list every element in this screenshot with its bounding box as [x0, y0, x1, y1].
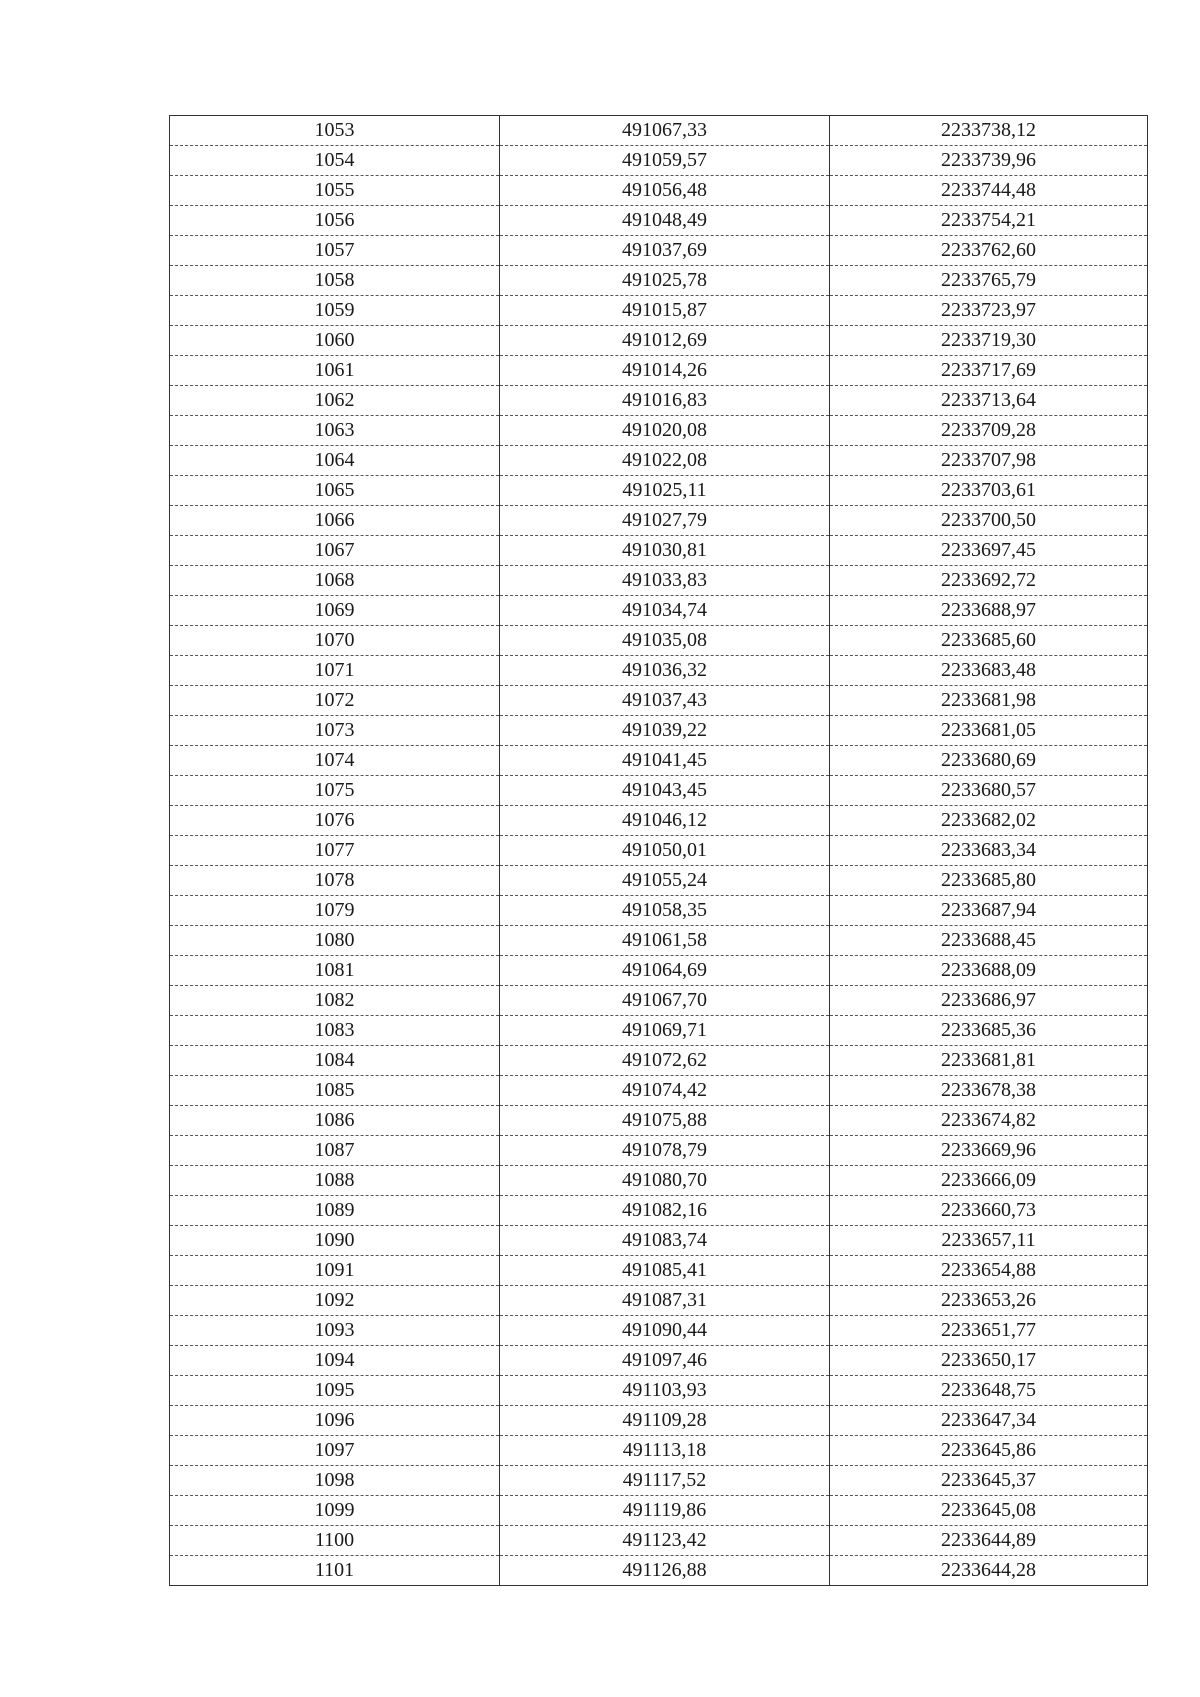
- table-row: [170, 836, 1148, 866]
- table-row: [170, 206, 1148, 236]
- x-coordinate-cell: 491048,49: [500, 206, 830, 236]
- table-row: [170, 716, 1148, 746]
- y-coordinate-cell: 2233719,30: [830, 326, 1148, 356]
- y-coordinate-cell: 2233683,34: [830, 836, 1148, 866]
- y-coordinate-cell: 2233700,50: [830, 506, 1148, 536]
- table-row: [170, 236, 1148, 266]
- y-coordinate-cell: 2233660,73: [830, 1196, 1148, 1226]
- table-row: [170, 866, 1148, 896]
- y-coordinate-cell: 2233703,61: [830, 476, 1148, 506]
- y-coordinate-cell: 2233686,97: [830, 986, 1148, 1016]
- table-row: [170, 776, 1148, 806]
- point-number-cell: 1090: [170, 1226, 500, 1256]
- y-coordinate-cell: 2233647,34: [830, 1406, 1148, 1436]
- y-coordinate-cell: 2233648,75: [830, 1376, 1148, 1406]
- x-coordinate-cell: 491083,74: [500, 1226, 830, 1256]
- point-number-cell: 1055: [170, 176, 500, 206]
- y-coordinate-cell: 2233688,97: [830, 596, 1148, 626]
- table-row: [170, 806, 1148, 836]
- y-coordinate-cell: 2233685,60: [830, 626, 1148, 656]
- y-coordinate-cell: 2233765,79: [830, 266, 1148, 296]
- x-coordinate-cell: 491090,44: [500, 1316, 830, 1346]
- y-coordinate-cell: 2233697,45: [830, 536, 1148, 566]
- y-coordinate-cell: 2233713,64: [830, 386, 1148, 416]
- y-coordinate-cell: 2233723,97: [830, 296, 1148, 326]
- point-number-cell: 1081: [170, 956, 500, 986]
- y-coordinate-cell: 2233688,09: [830, 956, 1148, 986]
- y-coordinate-cell: 2233680,69: [830, 746, 1148, 776]
- point-number-cell: 1101: [170, 1556, 500, 1586]
- point-number-cell: 1061: [170, 356, 500, 386]
- table-row: [170, 626, 1148, 656]
- table-row: [170, 506, 1148, 536]
- table-row: [170, 986, 1148, 1016]
- point-number-cell: 1062: [170, 386, 500, 416]
- table-row: [170, 1166, 1148, 1196]
- table-row: [170, 356, 1148, 386]
- point-number-cell: 1068: [170, 566, 500, 596]
- x-coordinate-cell: 491080,70: [500, 1166, 830, 1196]
- x-coordinate-cell: 491034,74: [500, 596, 830, 626]
- point-number-cell: 1076: [170, 806, 500, 836]
- y-coordinate-cell: 2233685,80: [830, 866, 1148, 896]
- table-row: [170, 1556, 1148, 1586]
- table-row: [170, 296, 1148, 326]
- x-coordinate-cell: 491012,69: [500, 326, 830, 356]
- table-row: [170, 1526, 1148, 1556]
- point-number-cell: 1097: [170, 1436, 500, 1466]
- y-coordinate-cell: 2233739,96: [830, 146, 1148, 176]
- point-number-cell: 1073: [170, 716, 500, 746]
- y-coordinate-cell: 2233687,94: [830, 896, 1148, 926]
- x-coordinate-cell: 491072,62: [500, 1046, 830, 1076]
- x-coordinate-cell: 491025,78: [500, 266, 830, 296]
- x-coordinate-cell: 491126,88: [500, 1556, 830, 1586]
- y-coordinate-cell: 2233688,45: [830, 926, 1148, 956]
- table-row: [170, 266, 1148, 296]
- y-coordinate-cell: 2233707,98: [830, 446, 1148, 476]
- x-coordinate-cell: 491064,69: [500, 956, 830, 986]
- point-number-cell: 1085: [170, 1076, 500, 1106]
- x-coordinate-cell: 491069,71: [500, 1016, 830, 1046]
- coordinates-table: [169, 115, 1148, 1586]
- table-row: [170, 1406, 1148, 1436]
- table-row: [170, 596, 1148, 626]
- x-coordinate-cell: 491056,48: [500, 176, 830, 206]
- table-row: [170, 476, 1148, 506]
- y-coordinate-cell: 2233685,36: [830, 1016, 1148, 1046]
- point-number-cell: 1077: [170, 836, 500, 866]
- point-number-cell: 1075: [170, 776, 500, 806]
- x-coordinate-cell: 491014,26: [500, 356, 830, 386]
- x-coordinate-cell: 491015,87: [500, 296, 830, 326]
- table-row: [170, 1136, 1148, 1166]
- table-row: [170, 1376, 1148, 1406]
- point-number-cell: 1083: [170, 1016, 500, 1046]
- y-coordinate-cell: 2233645,37: [830, 1466, 1148, 1496]
- table-row: [170, 956, 1148, 986]
- x-coordinate-cell: 491016,83: [500, 386, 830, 416]
- y-coordinate-cell: 2233650,17: [830, 1346, 1148, 1376]
- x-coordinate-cell: 491020,08: [500, 416, 830, 446]
- point-number-cell: 1078: [170, 866, 500, 896]
- y-coordinate-cell: 2233682,02: [830, 806, 1148, 836]
- point-number-cell: 1069: [170, 596, 500, 626]
- point-number-cell: 1054: [170, 146, 500, 176]
- point-number-cell: 1058: [170, 266, 500, 296]
- y-coordinate-cell: 2233666,09: [830, 1166, 1148, 1196]
- table-row: [170, 1106, 1148, 1136]
- point-number-cell: 1063: [170, 416, 500, 446]
- y-coordinate-cell: 2233744,48: [830, 176, 1148, 206]
- table-row: [170, 386, 1148, 416]
- point-number-cell: 1079: [170, 896, 500, 926]
- x-coordinate-cell: 491123,42: [500, 1526, 830, 1556]
- x-coordinate-cell: 491027,79: [500, 506, 830, 536]
- point-number-cell: 1092: [170, 1286, 500, 1316]
- point-number-cell: 1065: [170, 476, 500, 506]
- point-number-cell: 1098: [170, 1466, 500, 1496]
- x-coordinate-cell: 491039,22: [500, 716, 830, 746]
- x-coordinate-cell: 491085,41: [500, 1256, 830, 1286]
- point-number-cell: 1057: [170, 236, 500, 266]
- point-number-cell: 1086: [170, 1106, 500, 1136]
- x-coordinate-cell: 491082,16: [500, 1196, 830, 1226]
- point-number-cell: 1089: [170, 1196, 500, 1226]
- y-coordinate-cell: 2233645,86: [830, 1436, 1148, 1466]
- table-row: [170, 1436, 1148, 1466]
- table-row: [170, 116, 1148, 146]
- x-coordinate-cell: 491061,58: [500, 926, 830, 956]
- y-coordinate-cell: 2233754,21: [830, 206, 1148, 236]
- point-number-cell: 1056: [170, 206, 500, 236]
- table-row: [170, 146, 1148, 176]
- y-coordinate-cell: 2233717,69: [830, 356, 1148, 386]
- x-coordinate-cell: 491119,86: [500, 1496, 830, 1526]
- point-number-cell: 1059: [170, 296, 500, 326]
- x-coordinate-cell: 491075,88: [500, 1106, 830, 1136]
- x-coordinate-cell: 491025,11: [500, 476, 830, 506]
- table-row: [170, 1346, 1148, 1376]
- x-coordinate-cell: 491030,81: [500, 536, 830, 566]
- table-row: [170, 1016, 1148, 1046]
- point-number-cell: 1074: [170, 746, 500, 776]
- point-number-cell: 1093: [170, 1316, 500, 1346]
- table-row: [170, 1196, 1148, 1226]
- table-row: [170, 446, 1148, 476]
- point-number-cell: 1088: [170, 1166, 500, 1196]
- y-coordinate-cell: 2233654,88: [830, 1256, 1148, 1286]
- y-coordinate-cell: 2233644,89: [830, 1526, 1148, 1556]
- point-number-cell: 1066: [170, 506, 500, 536]
- x-coordinate-cell: 491043,45: [500, 776, 830, 806]
- y-coordinate-cell: 2233681,81: [830, 1046, 1148, 1076]
- x-coordinate-cell: 491022,08: [500, 446, 830, 476]
- point-number-cell: 1067: [170, 536, 500, 566]
- x-coordinate-cell: 491046,12: [500, 806, 830, 836]
- table-row: [170, 1496, 1148, 1526]
- x-coordinate-cell: 491097,46: [500, 1346, 830, 1376]
- point-number-cell: 1072: [170, 686, 500, 716]
- table-row: [170, 416, 1148, 446]
- point-number-cell: 1099: [170, 1496, 500, 1526]
- table-row: [170, 1226, 1148, 1256]
- y-coordinate-cell: 2233674,82: [830, 1106, 1148, 1136]
- y-coordinate-cell: 2233762,60: [830, 236, 1148, 266]
- point-number-cell: 1060: [170, 326, 500, 356]
- x-coordinate-cell: 491109,28: [500, 1406, 830, 1436]
- table-row: [170, 1046, 1148, 1076]
- y-coordinate-cell: 2233738,12: [830, 116, 1148, 146]
- table-row: [170, 1316, 1148, 1346]
- point-number-cell: 1080: [170, 926, 500, 956]
- y-coordinate-cell: 2233692,72: [830, 566, 1148, 596]
- x-coordinate-cell: 491059,57: [500, 146, 830, 176]
- table-row: [170, 536, 1148, 566]
- x-coordinate-cell: 491041,45: [500, 746, 830, 776]
- x-coordinate-cell: 491035,08: [500, 626, 830, 656]
- y-coordinate-cell: 2233709,28: [830, 416, 1148, 446]
- y-coordinate-cell: 2233681,98: [830, 686, 1148, 716]
- y-coordinate-cell: 2233681,05: [830, 716, 1148, 746]
- table-row: [170, 326, 1148, 356]
- point-number-cell: 1071: [170, 656, 500, 686]
- point-number-cell: 1082: [170, 986, 500, 1016]
- point-number-cell: 1087: [170, 1136, 500, 1166]
- x-coordinate-cell: 491036,32: [500, 656, 830, 686]
- table-row: [170, 1466, 1148, 1496]
- y-coordinate-cell: 2233669,96: [830, 1136, 1148, 1166]
- table-row: [170, 1256, 1148, 1286]
- point-number-cell: 1100: [170, 1526, 500, 1556]
- table-row: [170, 1286, 1148, 1316]
- x-coordinate-cell: 491078,79: [500, 1136, 830, 1166]
- table-row: [170, 926, 1148, 956]
- point-number-cell: 1070: [170, 626, 500, 656]
- point-number-cell: 1084: [170, 1046, 500, 1076]
- table-row: [170, 656, 1148, 686]
- table-row: [170, 566, 1148, 596]
- y-coordinate-cell: 2233678,38: [830, 1076, 1148, 1106]
- point-number-cell: 1095: [170, 1376, 500, 1406]
- point-number-cell: 1094: [170, 1346, 500, 1376]
- point-number-cell: 1053: [170, 116, 500, 146]
- x-coordinate-cell: 491117,52: [500, 1466, 830, 1496]
- table-row: [170, 896, 1148, 926]
- x-coordinate-cell: 491067,70: [500, 986, 830, 1016]
- point-number-cell: 1064: [170, 446, 500, 476]
- y-coordinate-cell: 2233683,48: [830, 656, 1148, 686]
- point-number-cell: 1091: [170, 1256, 500, 1286]
- x-coordinate-cell: 491074,42: [500, 1076, 830, 1106]
- y-coordinate-cell: 2233657,11: [830, 1226, 1148, 1256]
- table-row: [170, 686, 1148, 716]
- x-coordinate-cell: 491050,01: [500, 836, 830, 866]
- table-row: [170, 1076, 1148, 1106]
- x-coordinate-cell: 491103,93: [500, 1376, 830, 1406]
- y-coordinate-cell: 2233680,57: [830, 776, 1148, 806]
- table-row: [170, 746, 1148, 776]
- y-coordinate-cell: 2233645,08: [830, 1496, 1148, 1526]
- x-coordinate-cell: 491087,31: [500, 1286, 830, 1316]
- x-coordinate-cell: 491058,35: [500, 896, 830, 926]
- x-coordinate-cell: 491113,18: [500, 1436, 830, 1466]
- x-coordinate-cell: 491037,69: [500, 236, 830, 266]
- x-coordinate-cell: 491037,43: [500, 686, 830, 716]
- x-coordinate-cell: 491067,33: [500, 116, 830, 146]
- y-coordinate-cell: 2233651,77: [830, 1316, 1148, 1346]
- x-coordinate-cell: 491055,24: [500, 866, 830, 896]
- y-coordinate-cell: 2233644,28: [830, 1556, 1148, 1586]
- table-row: [170, 176, 1148, 206]
- y-coordinate-cell: 2233653,26: [830, 1286, 1148, 1316]
- point-number-cell: 1096: [170, 1406, 500, 1436]
- x-coordinate-cell: 491033,83: [500, 566, 830, 596]
- coordinates-table-body: [170, 116, 1148, 1586]
